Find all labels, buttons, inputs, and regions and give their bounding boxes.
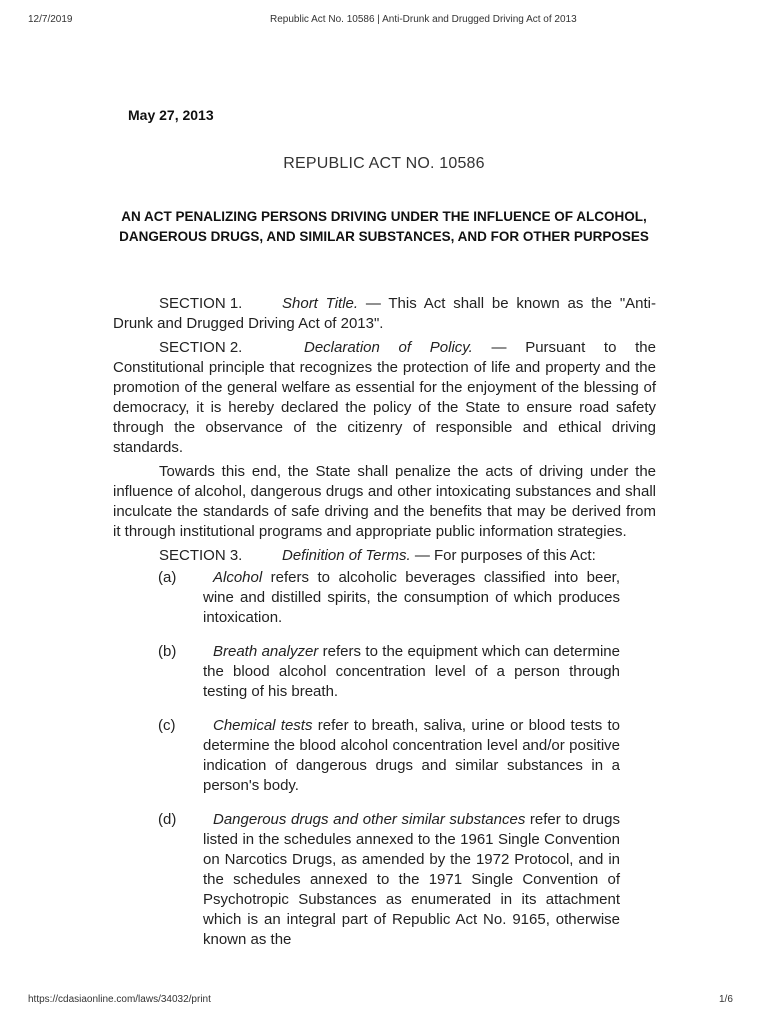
definition-item: [113, 568, 620, 628]
section-label: SECTION 1.: [159, 295, 243, 312]
act-number: REPUBLIC ACT NO. 10586: [283, 155, 485, 172]
section-3: [113, 546, 656, 566]
definition-text: refer to drugs listed in the schedules annexed to the 1961 Single Convention on Narcotics Drugs, as amended by the 1972 Protocol, and in the schedules annexed to the 1971 Single Convention of Psychotropic Substances as enumerated in its attachment which is an integral part of Republic Act No. 9165, otherwise known as the: [203, 811, 620, 948]
definition-label: (c): [158, 717, 176, 734]
definition-label: (a): [158, 569, 177, 586]
definition-term: Dangerous drugs and other similar substances: [213, 811, 526, 828]
definition-label: (b): [158, 643, 177, 660]
document-body: [113, 294, 656, 964]
print-url: https://cdasiaonline.com/laws/34032/print: [28, 994, 211, 1005]
act-title: AN ACT PENALIZING PERSONS DRIVING UNDER THE INFLUENCE OF ALCOHOL, DANGEROUS DRUGS, AND SIMILAR SUBSTANCES, AND FOR OTHER PURPOSES: [119, 209, 649, 244]
section-label: SECTION 3.: [159, 547, 243, 564]
section-text: — This Act shall be known as the "Anti-Drunk and Drugged Driving Act of 2013".: [113, 295, 656, 332]
definition-term: Breath analyzer: [213, 643, 319, 660]
document-date: May 27, 2013: [128, 107, 214, 123]
definition-item: [113, 810, 620, 950]
definition-text: refer to breath, saliva, urine or blood tests to determine the blood alcohol concentration level and/or positive indication of dangerous drugs and similar substances in a person's body.: [203, 717, 620, 794]
definition-text: refers to alcoholic beverages classified into beer, wine and distilled spirits, the consumption of which produces intoxication.: [203, 569, 620, 626]
section-2-paragraph-2: Towards this end, the State shall penalize the acts of driving under the influence of alcohol, dangerous drugs and other intoxicating substances and shall inculcate the standards of safe driving and the benefits that may be derived from it through institutional programs and appropriate public information strategies.: [113, 463, 656, 540]
definition-item: [113, 642, 620, 702]
definition-term: Alcohol: [213, 569, 263, 586]
definition-text: refers to the equipment which can determine the blood alcohol concentration level of a person through testing of his breath.: [203, 643, 620, 700]
section-2: [113, 338, 656, 458]
section-text: — For purposes of this Act:: [410, 547, 596, 564]
page-number: 1/6: [719, 994, 733, 1005]
print-page-title: Republic Act No. 10586 | Anti-Drunk and Drugged Driving Act of 2013: [270, 14, 577, 25]
section-text: — Pursuant to the Constitutional principle that recognizes the protection of life and property and the promotion of the general welfare as essential for the enjoyment of the blessing of democracy, it is hereby declared the policy of the State to ensure road safety through the observance of the citizenry of responsible and ethical driving standards.: [113, 339, 656, 456]
definition-item: [113, 716, 620, 796]
definition-term: Chemical tests: [213, 717, 313, 734]
print-date: 12/7/2019: [28, 14, 73, 25]
definition-label: (d): [158, 811, 177, 828]
section-1: [113, 294, 656, 334]
section-heading: Short Title.: [282, 295, 359, 312]
section-heading: Definition of Terms.: [282, 547, 411, 564]
section-label: SECTION 2.: [159, 339, 243, 356]
section-heading: Declaration of Policy.: [304, 339, 473, 356]
